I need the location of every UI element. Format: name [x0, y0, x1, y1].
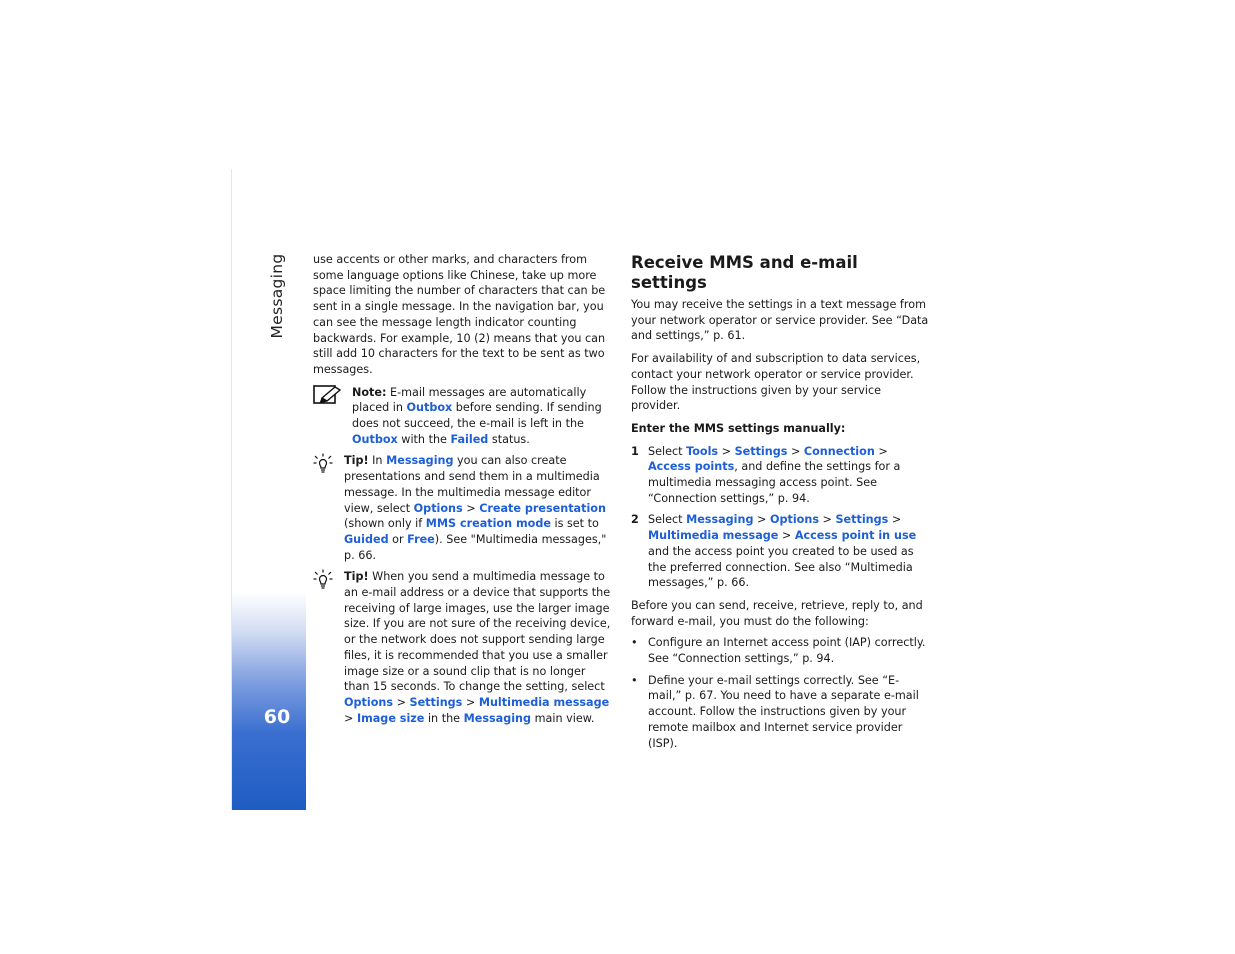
- step-1-text-5: , and define the settings for a multimedia messaging access point. See “Connection settings,” p. 94.: [648, 460, 901, 505]
- tip-1-keyword-create-presentation: Create presentation: [479, 501, 606, 515]
- note-icon: [313, 385, 352, 448]
- step-1-text: [648, 444, 931, 507]
- section-heading: Receive MMS and e-mail settings: [631, 253, 858, 292]
- tip-box-1: [313, 453, 613, 563]
- note-text-2: before sending. If sending does not succeed, the e-mail is left in the: [352, 401, 602, 431]
- tip-2-text-4: >: [344, 711, 357, 725]
- note-text: [352, 385, 613, 448]
- subheading-manual: Enter the MMS settings manually:: [631, 421, 846, 435]
- sidebar-edge: [231, 169, 232, 810]
- tip-1-keyword-mms-creation-mode: MMS creation mode: [425, 517, 551, 531]
- step-1-text-1: Select: [648, 444, 687, 458]
- step-2-keyword-settings: Settings: [835, 513, 889, 527]
- tip-1-text-5: is set to: [550, 517, 599, 531]
- intro-paragraph: use accents or other marks, and characters from some language options like Chinese, take up more space limiting the number of characters that can be sent in a single message. In the navigation bar, you can see the message length indicator counting backwards. For example, 10 (2) means that you can still add 10 characters for the text to be sent as two messages.: [313, 253, 606, 376]
- step-1-keyword-access-points: Access points: [648, 460, 735, 474]
- step-2-keyword-multimedia-message: Multimedia message: [648, 529, 779, 543]
- tip-1-keyword-free: Free: [407, 532, 435, 546]
- tip-2-label: Tip!: [344, 570, 369, 584]
- tip-1-text-3: >: [462, 501, 480, 515]
- tip-2-text-3: >: [462, 695, 479, 709]
- tip-1-text-4: (shown only if: [344, 517, 426, 531]
- step-2-text-6: and the access point you created to be used as the preferred connection. See also “Multimedia messages,” p. 66.: [648, 544, 914, 590]
- tip-1-text-1: In: [368, 454, 387, 468]
- step-2-text-1: Select: [648, 513, 687, 527]
- bullet-item: [631, 635, 931, 666]
- tip-box-2: [313, 569, 613, 726]
- step-1-text-3: >: [787, 444, 804, 458]
- paragraph-before-email: Before you can send, receive, retrieve, reply to, and forward e-mail, you must do the following:: [631, 598, 923, 628]
- bullet-mark: •: [631, 636, 638, 650]
- note-keyword-outbox: Outbox: [406, 401, 453, 415]
- bullet-item: [631, 673, 931, 752]
- tip-2-keyword-multimedia-message: Multimedia message: [478, 695, 610, 709]
- lightbulb-icon: [313, 453, 344, 563]
- step-1-keyword-tools: Tools: [686, 444, 719, 458]
- steps-list: [631, 444, 931, 591]
- step-2-text: [648, 512, 931, 591]
- tip-1-text-6: or: [388, 532, 408, 546]
- tip-2-text-6: main view.: [531, 711, 595, 725]
- step-2-text-5: >: [778, 529, 795, 543]
- tip-1-text-2: you can also create presentations and send them in a multimedia message. In the multimedia message editor view, select: [344, 454, 600, 515]
- step-2: [631, 512, 931, 591]
- tip-2-keyword-options: Options: [344, 695, 394, 709]
- step-1-keyword-settings: Settings: [734, 444, 788, 458]
- paragraph-receive-settings: You may receive the settings in a text message from your network operator or service provider. See “Data and settings,” p. 61.: [631, 298, 929, 343]
- step-2-keyword-access-point-in-use: Access point in use: [794, 529, 917, 543]
- tip-1-keyword-options: Options: [413, 501, 463, 515]
- step-2-text-3: >: [819, 513, 836, 527]
- note-text-3: with the: [397, 432, 451, 446]
- right-column: [631, 252, 931, 751]
- tip-2-text: [344, 569, 613, 726]
- tip-2-keyword-image-size: Image size: [356, 711, 425, 725]
- tip-1-text: [344, 453, 613, 563]
- tip-1-label: Tip!: [344, 454, 369, 468]
- tip-2-keyword-messaging: Messaging: [463, 711, 532, 725]
- tip-2-text-1: When you send a multimedia message to an e-mail address or a device that supports the receiving of large images, use the larger image size. If you are not sure of the receiving device, or the network does not support sending large files, it is recommended that you use a smaller image size or a sound clip that is no longer than 15 seconds. To change the setting, select: [344, 570, 611, 694]
- tip-2-text-2: >: [393, 695, 410, 709]
- paragraph-availability: For availability of and subscription to data services, contact your network operator or service provider. Follow the instructions given by your service provider.: [631, 352, 921, 413]
- bullet-mark: •: [631, 673, 638, 687]
- step-1-keyword-connection: Connection: [803, 444, 875, 458]
- bullet-text: Configure an Internet access point (IAP) correctly. See “Connection settings,” p. 94.: [648, 636, 926, 666]
- step-2-keyword-options: Options: [769, 513, 819, 527]
- step-1-text-4: >: [874, 444, 888, 458]
- step-number: 1: [631, 444, 639, 458]
- lightbulb-icon: [313, 569, 344, 726]
- note-text-1: E-mail messages are automatically placed in: [352, 385, 587, 415]
- note-keyword-failed: Failed: [450, 432, 489, 446]
- step-2-keyword-messaging: Messaging: [686, 513, 754, 527]
- step-2-text-2: >: [753, 513, 770, 527]
- left-column: [313, 252, 613, 726]
- tip-2-keyword-settings: Settings: [409, 695, 463, 709]
- note-text-4: status.: [488, 432, 530, 446]
- note-box: [313, 385, 613, 448]
- note-keyword-outbox-2: Outbox: [352, 432, 398, 446]
- step-1-text-2: >: [718, 444, 735, 458]
- tip-2-text-5: in the: [424, 711, 464, 725]
- tip-1-keyword-messaging: Messaging: [386, 454, 454, 468]
- step-number: 2: [631, 513, 639, 527]
- step-1: [631, 444, 931, 507]
- tip-1-text-7: ). See "Multimedia messages," p. 66.: [344, 532, 607, 562]
- step-2-text-4: >: [888, 513, 902, 527]
- section-label: Messaging: [268, 253, 286, 339]
- bullet-text: Define your e-mail settings correctly. See “E-mail,” p. 67. You need to have a separate e-mail account. Follow the instructions given by your remote mailbox and Internet service provider (ISP).: [648, 673, 919, 750]
- note-label: Note:: [352, 385, 387, 399]
- page-number: 60: [263, 706, 291, 728]
- tip-1-keyword-guided: Guided: [344, 532, 389, 546]
